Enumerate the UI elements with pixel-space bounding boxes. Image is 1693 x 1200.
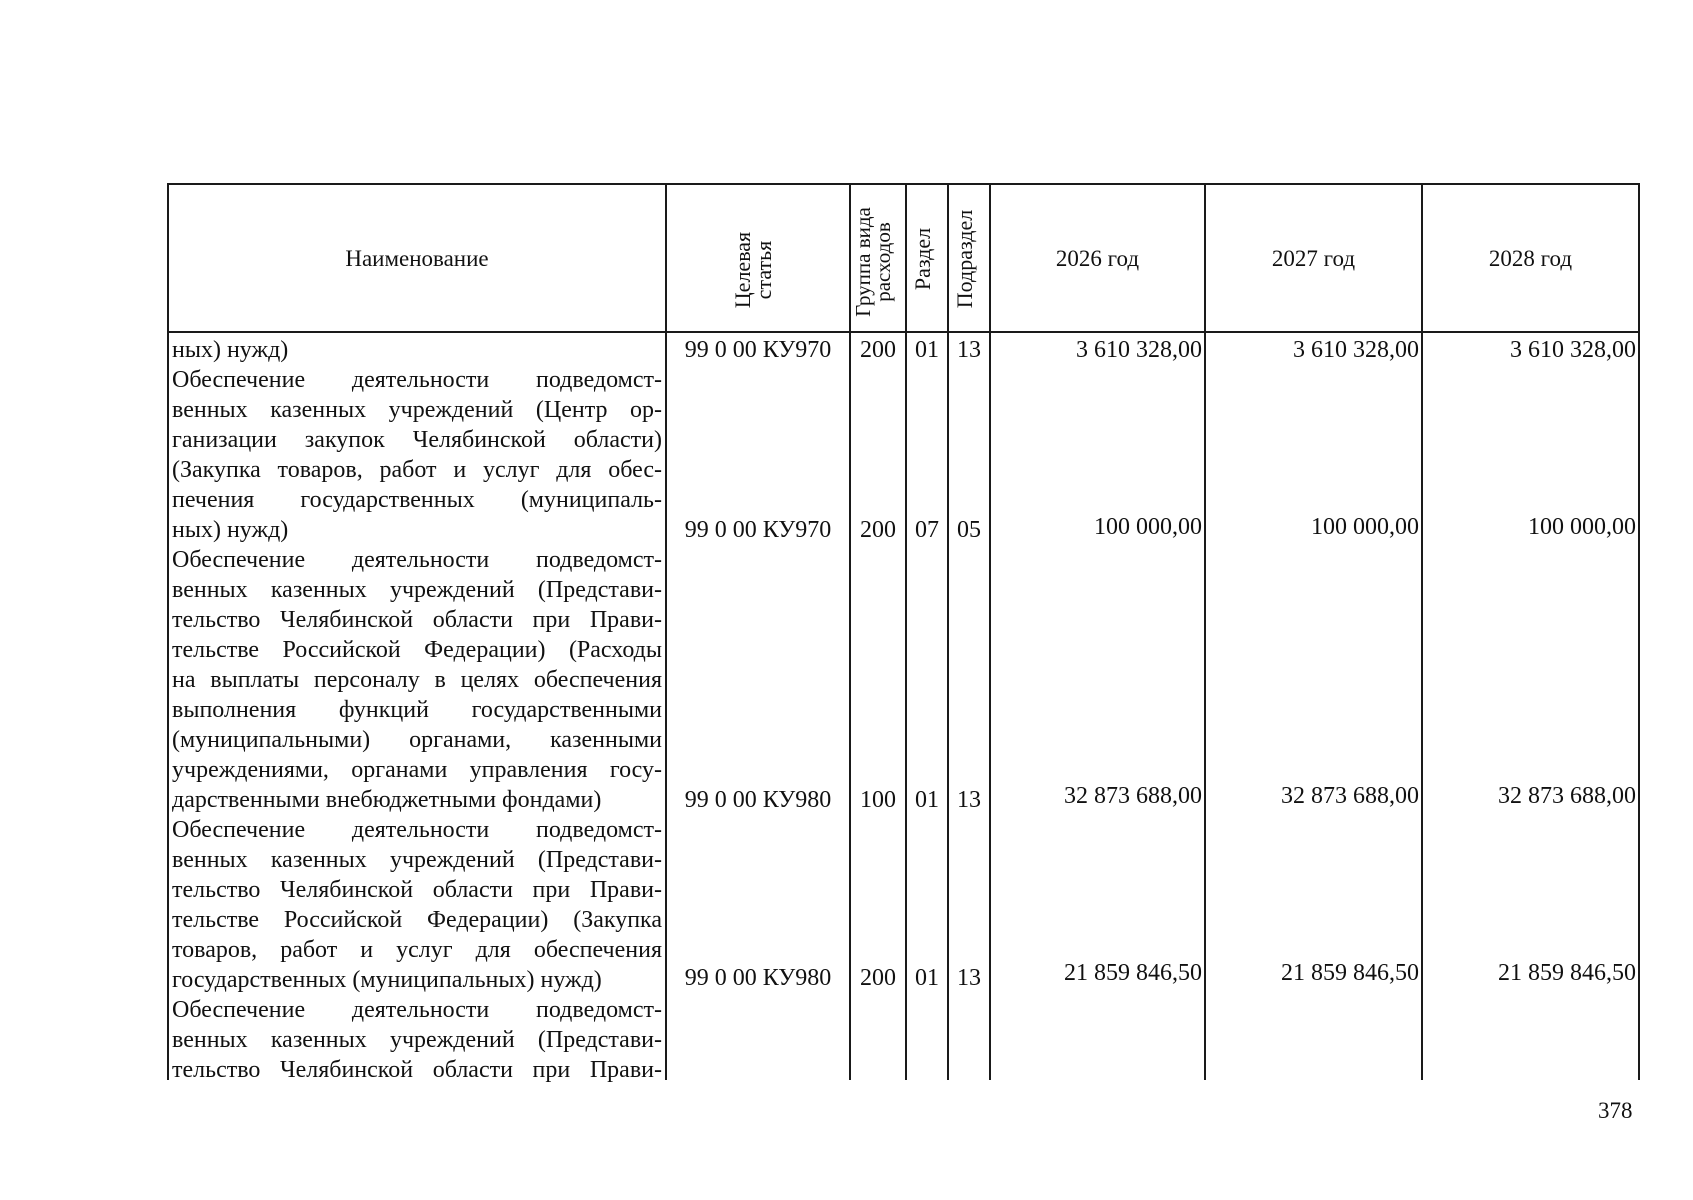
header-expense-group (851, 196, 902, 328)
row4-subsection: 13 (957, 965, 981, 991)
row4-2027: 21 859 846,50 (1281, 960, 1419, 986)
name-line: учреждениями, органами управления госу- (172, 757, 662, 783)
header-bottom-border (167, 331, 1640, 333)
name-line: ных) нужд) (172, 337, 289, 363)
name-line: государственных (муниципальных) нужд) (172, 967, 602, 993)
header-name: Наименование (345, 245, 489, 271)
name-line: тельство Челябинской области при Прави- (172, 607, 662, 633)
name-line: (муниципальными) органами, казенными (172, 727, 662, 753)
row2-2028: 100 000,00 (1528, 514, 1636, 540)
header-target-line2: статья (750, 240, 776, 300)
row3-group: 100 (860, 787, 896, 813)
name-column-text (172, 335, 662, 1085)
row3-2026: 32 873 688,00 (1064, 783, 1202, 809)
header-subsection: Подраздел (952, 209, 977, 309)
row3-target: 99 0 00 КУ980 (684, 787, 832, 813)
header-year-2026: 2026 год (1055, 245, 1140, 271)
header-year-2028: 2028 год (1488, 245, 1573, 271)
name-line: дарственными внебюджетными фондами) (172, 787, 602, 813)
row3-2027: 32 873 688,00 (1281, 783, 1419, 809)
header-target-line1: Целевая (730, 231, 755, 309)
row4-section: 01 (915, 965, 939, 991)
name-line: венных казенных учреждений (Представи- (172, 577, 662, 603)
name-line: Обеспечение деятельности подведомст- (172, 367, 662, 393)
col-border-name (665, 183, 667, 1080)
name-line: ных) нужд) (172, 517, 289, 543)
name-line: Обеспечение деятельности подведомст- (172, 817, 662, 843)
header-group-line2: расходов (870, 222, 895, 302)
col-border-right (1638, 183, 1640, 1080)
row4-target: 99 0 00 КУ980 (684, 965, 832, 991)
header-year-2027: 2027 год (1271, 245, 1356, 271)
header-target-article (730, 195, 783, 345)
row1-2027: 3 610 328,00 (1293, 337, 1419, 363)
row1-target: 99 0 00 КУ970 (684, 337, 832, 363)
col-border-group (905, 183, 907, 1080)
row1-section: 01 (915, 337, 939, 363)
row2-2027: 100 000,00 (1311, 514, 1419, 540)
row2-subsection: 05 (957, 517, 981, 543)
row2-group: 200 (860, 517, 896, 543)
row4-2026: 21 859 846,50 (1064, 960, 1202, 986)
name-line: венных казенных учреждений (Представи- (172, 847, 662, 873)
name-line: тельстве Российской Федерации) (Закупка (172, 907, 662, 933)
row2-section: 07 (915, 517, 939, 543)
row4-group: 200 (860, 965, 896, 991)
col-border-target (849, 183, 851, 1080)
name-line: товаров, работ и услуг для обеспечения (172, 937, 662, 963)
name-line: ганизации закупок Челябинской области) (172, 427, 662, 453)
row1-subsection: 13 (957, 337, 981, 363)
col-border-section (947, 183, 949, 1080)
name-line: тельство Челябинской области при Прави- (172, 1057, 662, 1083)
name-line: выполнения функций государственными (172, 697, 662, 723)
row2-target: 99 0 00 КУ970 (684, 517, 832, 543)
name-line: тельстве Российской Федерации) (Расходы (172, 637, 662, 663)
name-line: (Закупка товаров, работ и услуг для обес- (172, 457, 662, 483)
name-line: венных казенных учреждений (Центр ор- (172, 397, 662, 423)
header-group-line1: Группа вида (851, 207, 875, 317)
row1-2028: 3 610 328,00 (1510, 337, 1636, 363)
row3-2028: 32 873 688,00 (1498, 783, 1636, 809)
name-line: венных казенных учреждений (Представи- (172, 1027, 662, 1053)
row4-2028: 21 859 846,50 (1498, 960, 1636, 986)
row1-2026: 3 610 328,00 (1076, 337, 1202, 363)
row3-section: 01 (915, 787, 939, 813)
name-line: Обеспечение деятельности подведомст- (172, 547, 662, 573)
name-line: на выплаты персоналу в целях обеспечения (172, 667, 662, 693)
name-line: Обеспечение деятельности подведомст- (172, 997, 662, 1023)
name-line: печения государственных (муниципаль- (172, 487, 662, 513)
row2-2026: 100 000,00 (1094, 514, 1202, 540)
page-number: 378 (1598, 1098, 1633, 1123)
header-section: Раздел (910, 227, 935, 291)
name-line: тельство Челябинской области при Прави- (172, 877, 662, 903)
row1-group: 200 (860, 337, 896, 363)
row3-subsection: 13 (957, 787, 981, 813)
